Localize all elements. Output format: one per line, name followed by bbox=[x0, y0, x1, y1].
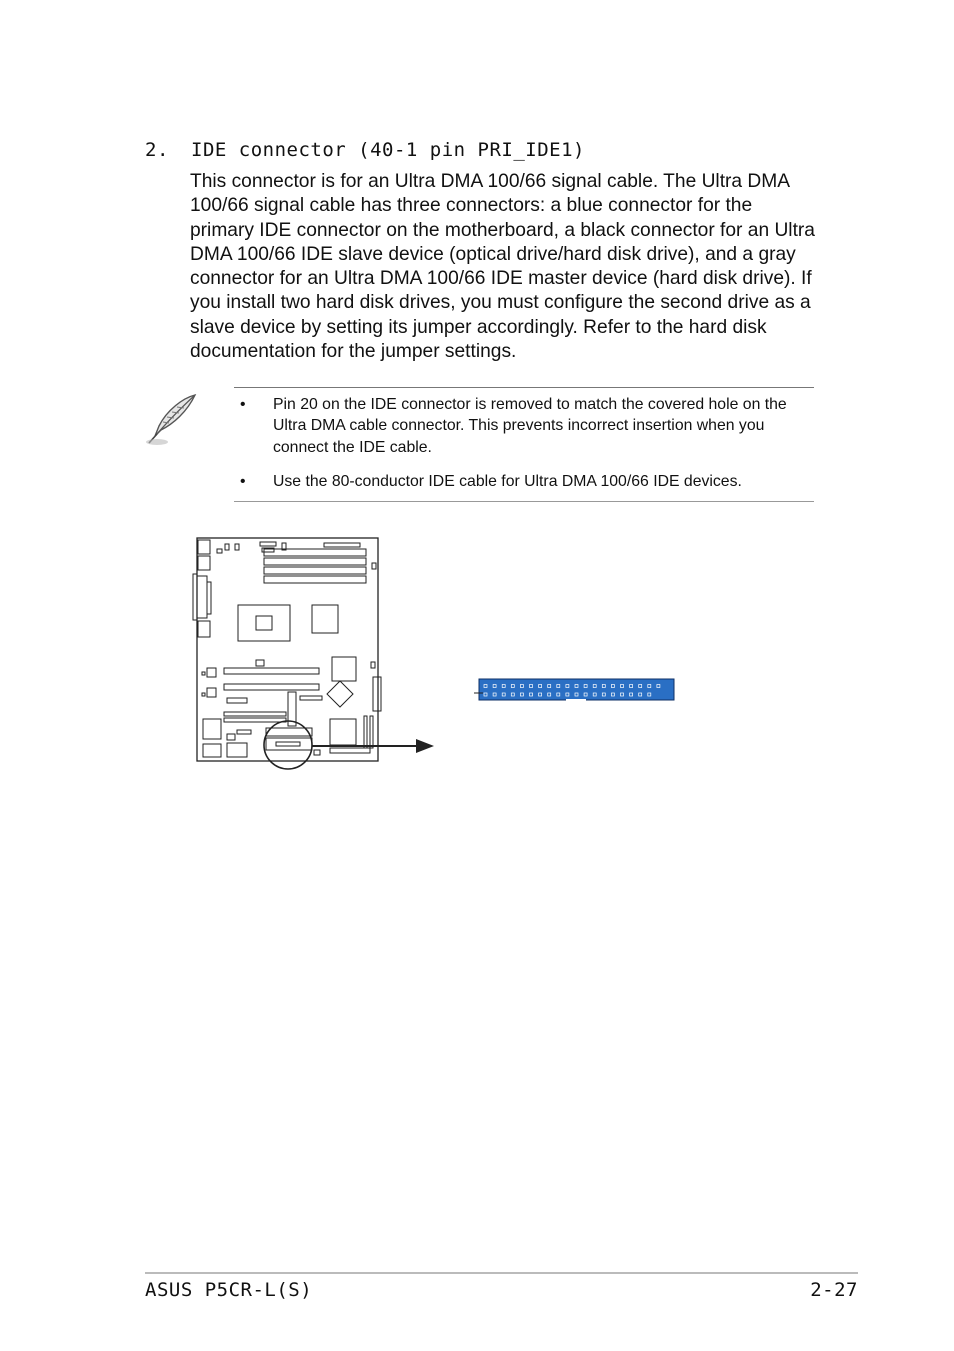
ide-connector-diagram bbox=[180, 532, 700, 782]
section-body: This connector is for an Ultra DMA 100/66 signal cable. The Ultra DMA 100/66 signal cable has three connectors: a blue connector for the primary IDE connector on the motherboard, a black connector for an Ultra DMA 100/66 IDE slave device (optical drive/hard disk drive), and a gray connector for an Ultra DMA 100/66 IDE master device (hard disk drive). If you install two hard disk drives, you must configure the second drive as a slave device by setting its jumper accordingly. Refer to the hard disk documentation for the jumper settings. bbox=[190, 171, 815, 363]
note-divider-bottom bbox=[234, 501, 814, 502]
note-item bbox=[238, 471, 808, 492]
pri-ide1-connector bbox=[474, 679, 674, 702]
note-item bbox=[238, 394, 808, 458]
footer-divider bbox=[145, 1272, 858, 1274]
section-title: IDE connector (40-1 pin PRI_IDE1) bbox=[191, 139, 585, 161]
note-divider-top bbox=[234, 387, 814, 388]
note-list bbox=[238, 394, 808, 492]
note-text: Use the 80-conductor IDE cable for Ultra DMA 100/66 IDE devices. bbox=[273, 472, 742, 490]
bullet: • bbox=[240, 472, 246, 490]
footer-product-name: ASUS P5CR-L(S) bbox=[145, 1279, 313, 1301]
bullet: • bbox=[240, 396, 246, 413]
motherboard-layout bbox=[193, 538, 381, 769]
note-text: Pin 20 on the IDE connector is removed to match the covered hole on the Ultra DMA cable connector. This prevents incorrect insertion when you connect the IDE cable. bbox=[273, 396, 787, 456]
page-number: 2-27 bbox=[810, 1279, 858, 1301]
section-heading bbox=[145, 139, 585, 161]
feather-quill-icon bbox=[143, 392, 201, 446]
arrow-head bbox=[416, 739, 434, 753]
section-number: 2. bbox=[145, 139, 169, 161]
